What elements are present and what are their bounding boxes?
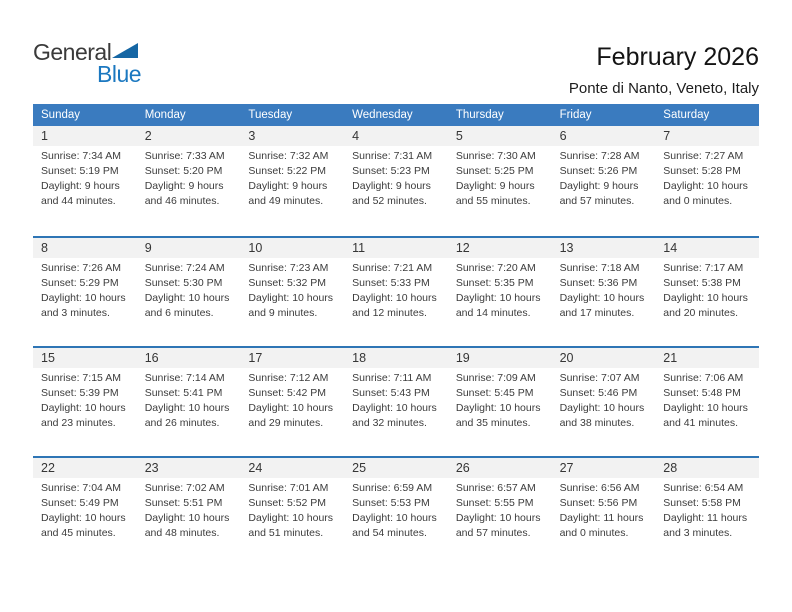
day-details xyxy=(344,258,448,321)
calendar-grid xyxy=(33,126,759,566)
daylight-text-line1: Daylight: 10 hours xyxy=(455,402,541,414)
daylight-text-line1: Daylight: 10 hours xyxy=(41,292,126,304)
day-cell-7 xyxy=(655,126,759,236)
sunrise-text: Sunrise: 7:04 AM xyxy=(41,482,121,494)
sunset-text: Sunset: 5:26 PM xyxy=(559,165,638,177)
day-details xyxy=(448,258,552,321)
day-cell-4 xyxy=(344,126,448,236)
day-number: 1 xyxy=(33,126,137,146)
day-header-tuesday: Tuesday xyxy=(248,109,293,121)
daylight-text-line2: and 6 minutes. xyxy=(144,307,214,319)
day-cell-18 xyxy=(344,348,448,456)
daylight-text-line1: Daylight: 10 hours xyxy=(144,512,230,524)
sunrise-text: Sunrise: 7:01 AM xyxy=(248,482,329,494)
sunrise-text: Sunrise: 6:57 AM xyxy=(455,482,536,494)
daylight-text-line2: and 17 minutes. xyxy=(559,307,635,319)
calendar xyxy=(33,104,759,566)
daylight-text-line1: Daylight: 10 hours xyxy=(352,402,437,414)
daylight-text-line2: and 54 minutes. xyxy=(352,527,427,539)
day-number: 2 xyxy=(137,126,241,146)
daylight-text-line2: and 26 minutes. xyxy=(144,417,220,429)
day-number: 18 xyxy=(344,348,448,368)
logo-text-general: General xyxy=(33,39,112,65)
sunrise-text: Sunrise: 7:23 AM xyxy=(248,262,329,274)
sunset-text: Sunset: 5:20 PM xyxy=(144,165,223,177)
daylight-text-line2: and 46 minutes. xyxy=(144,195,220,207)
daylight-text-line2: and 38 minutes. xyxy=(559,417,635,429)
daylight-text-line1: Daylight: 10 hours xyxy=(663,180,748,192)
sunset-text: Sunset: 5:30 PM xyxy=(144,277,223,289)
sunset-text: Sunset: 5:58 PM xyxy=(663,497,741,509)
sunrise-text: Sunrise: 7:27 AM xyxy=(663,150,744,162)
sunset-text: Sunset: 5:51 PM xyxy=(144,497,223,509)
sunrise-text: Sunrise: 6:56 AM xyxy=(559,482,640,494)
general-blue-logo xyxy=(33,40,173,88)
day-cell-28 xyxy=(655,458,759,566)
daylight-text-line1: Daylight: 10 hours xyxy=(144,292,230,304)
sunset-text: Sunset: 5:33 PM xyxy=(352,277,430,289)
day-details xyxy=(552,368,656,431)
day-details xyxy=(448,478,552,541)
daylight-text-line1: Daylight: 10 hours xyxy=(248,512,334,524)
day-number: 19 xyxy=(448,348,552,368)
day-cell-14 xyxy=(655,238,759,346)
day-cell-12 xyxy=(448,238,552,346)
sunrise-text: Sunrise: 7:24 AM xyxy=(144,262,225,274)
day-number: 20 xyxy=(552,348,656,368)
daylight-text-line2: and 57 minutes. xyxy=(559,195,635,207)
day-details xyxy=(448,368,552,431)
day-header-sunday: Sunday xyxy=(41,109,81,121)
day-cell-5 xyxy=(448,126,552,236)
daylight-text-line2: and 55 minutes. xyxy=(455,195,531,207)
daylight-text-line1: Daylight: 10 hours xyxy=(559,292,645,304)
day-number: 27 xyxy=(552,458,656,478)
sunset-text: Sunset: 5:46 PM xyxy=(559,387,638,399)
day-cell-25 xyxy=(344,458,448,566)
sunrise-text: Sunrise: 7:33 AM xyxy=(144,150,225,162)
day-number: 23 xyxy=(137,458,241,478)
sunset-text: Sunset: 5:41 PM xyxy=(144,387,223,399)
sunset-text: Sunset: 5:43 PM xyxy=(352,387,430,399)
daylight-text-line2: and 3 minutes. xyxy=(663,527,733,539)
sunrise-text: Sunrise: 7:30 AM xyxy=(455,150,536,162)
daylight-text-line1: Daylight: 9 hours xyxy=(455,180,535,192)
day-header-friday: Friday xyxy=(559,109,592,121)
day-cell-1 xyxy=(33,126,137,236)
daylight-text-line1: Daylight: 9 hours xyxy=(352,180,431,192)
day-details xyxy=(552,258,656,321)
sunrise-text: Sunrise: 6:54 AM xyxy=(663,482,744,494)
sunset-text: Sunset: 5:25 PM xyxy=(455,165,534,177)
logo-text-blue: Blue xyxy=(97,61,142,87)
week-row-2 xyxy=(33,236,759,346)
day-cell-2 xyxy=(137,126,241,236)
day-number: 21 xyxy=(655,348,759,368)
day-details xyxy=(240,478,344,541)
sunset-text: Sunset: 5:56 PM xyxy=(559,497,638,509)
day-number: 24 xyxy=(240,458,344,478)
sunset-text: Sunset: 5:55 PM xyxy=(455,497,534,509)
sunrise-text: Sunrise: 7:06 AM xyxy=(663,372,744,384)
daylight-text-line1: Daylight: 9 hours xyxy=(248,180,328,192)
daylight-text-line2: and 3 minutes. xyxy=(41,307,110,319)
day-cell-20 xyxy=(552,348,656,456)
day-header-row xyxy=(33,104,759,126)
daylight-text-line2: and 45 minutes. xyxy=(41,527,116,539)
day-number: 4 xyxy=(344,126,448,146)
day-number: 16 xyxy=(137,348,241,368)
sunset-text: Sunset: 5:53 PM xyxy=(352,497,430,509)
day-details xyxy=(655,258,759,321)
day-details xyxy=(240,258,344,321)
day-number: 15 xyxy=(33,348,137,368)
daylight-text-line1: Daylight: 10 hours xyxy=(41,512,126,524)
day-number: 17 xyxy=(240,348,344,368)
day-number: 9 xyxy=(137,238,241,258)
day-number: 14 xyxy=(655,238,759,258)
sunrise-text: Sunrise: 7:28 AM xyxy=(559,150,640,162)
daylight-text-line2: and 41 minutes. xyxy=(663,417,738,429)
day-details xyxy=(655,368,759,431)
daylight-text-line2: and 52 minutes. xyxy=(352,195,427,207)
day-cell-6 xyxy=(552,126,656,236)
title-block xyxy=(569,42,759,97)
sunset-text: Sunset: 5:39 PM xyxy=(41,387,119,399)
day-header-wednesday: Wednesday xyxy=(352,109,413,121)
sunset-text: Sunset: 5:35 PM xyxy=(455,277,534,289)
daylight-text-line1: Daylight: 11 hours xyxy=(663,512,748,524)
logo-triangle-icon xyxy=(112,43,138,58)
day-cell-21 xyxy=(655,348,759,456)
sunset-text: Sunset: 5:48 PM xyxy=(663,387,741,399)
sunrise-text: Sunrise: 7:26 AM xyxy=(41,262,121,274)
day-details xyxy=(240,146,344,209)
day-cell-3 xyxy=(240,126,344,236)
day-details xyxy=(448,146,552,209)
sunset-text: Sunset: 5:42 PM xyxy=(248,387,327,399)
sunrise-text: Sunrise: 7:32 AM xyxy=(248,150,329,162)
day-number: 28 xyxy=(655,458,759,478)
sunrise-text: Sunrise: 7:12 AM xyxy=(248,372,329,384)
sunset-text: Sunset: 5:28 PM xyxy=(663,165,741,177)
day-details xyxy=(137,478,241,541)
daylight-text-line2: and 35 minutes. xyxy=(455,417,531,429)
sunset-text: Sunset: 5:49 PM xyxy=(41,497,119,509)
day-number: 22 xyxy=(33,458,137,478)
day-details xyxy=(344,478,448,541)
sunrise-text: Sunrise: 7:02 AM xyxy=(144,482,225,494)
daylight-text-line1: Daylight: 10 hours xyxy=(559,402,645,414)
daylight-text-line2: and 14 minutes. xyxy=(455,307,531,319)
day-cell-9 xyxy=(137,238,241,346)
day-cell-11 xyxy=(344,238,448,346)
daylight-text-line1: Daylight: 10 hours xyxy=(248,292,334,304)
day-header-monday: Monday xyxy=(144,109,186,121)
daylight-text-line1: Daylight: 9 hours xyxy=(144,180,224,192)
day-details xyxy=(33,258,137,321)
daylight-text-line1: Daylight: 10 hours xyxy=(144,402,230,414)
daylight-text-line2: and 20 minutes. xyxy=(663,307,738,319)
day-cell-26 xyxy=(448,458,552,566)
day-header-thursday: Thursday xyxy=(455,109,504,121)
day-details xyxy=(344,368,448,431)
daylight-text-line1: Daylight: 10 hours xyxy=(663,402,748,414)
page-title: February 2026 xyxy=(596,43,759,71)
week-row-3 xyxy=(33,346,759,456)
sunrise-text: Sunrise: 7:07 AM xyxy=(559,372,640,384)
sunset-text: Sunset: 5:52 PM xyxy=(248,497,327,509)
week-row-4 xyxy=(33,456,759,566)
daylight-text-line1: Daylight: 9 hours xyxy=(41,180,120,192)
day-details xyxy=(552,478,656,541)
day-details xyxy=(137,258,241,321)
day-details xyxy=(137,368,241,431)
day-number: 5 xyxy=(448,126,552,146)
day-details xyxy=(33,368,137,431)
daylight-text-line2: and 0 minutes. xyxy=(663,195,733,207)
daylight-text-line1: Daylight: 10 hours xyxy=(663,292,748,304)
sunset-text: Sunset: 5:36 PM xyxy=(559,277,638,289)
sunrise-text: Sunrise: 7:31 AM xyxy=(352,150,433,162)
day-cell-8 xyxy=(33,238,137,346)
day-details xyxy=(240,368,344,431)
day-cell-13 xyxy=(552,238,656,346)
sunrise-text: Sunrise: 7:11 AM xyxy=(352,372,432,384)
sunrise-text: Sunrise: 7:09 AM xyxy=(455,372,536,384)
daylight-text-line2: and 0 minutes. xyxy=(559,527,629,539)
daylight-text-line2: and 32 minutes. xyxy=(352,417,427,429)
page-subtitle: Ponte di Nanto, Veneto, Italy xyxy=(568,80,759,97)
sunrise-text: Sunrise: 6:59 AM xyxy=(352,482,433,494)
day-cell-10 xyxy=(240,238,344,346)
day-cell-19 xyxy=(448,348,552,456)
day-details xyxy=(552,146,656,209)
daylight-text-line2: and 23 minutes. xyxy=(41,417,116,429)
daylight-text-line1: Daylight: 10 hours xyxy=(41,402,126,414)
day-number: 12 xyxy=(448,238,552,258)
sunrise-text: Sunrise: 7:20 AM xyxy=(455,262,536,274)
week-row-1 xyxy=(33,126,759,236)
day-cell-17 xyxy=(240,348,344,456)
sunset-text: Sunset: 5:38 PM xyxy=(663,277,741,289)
day-cell-24 xyxy=(240,458,344,566)
day-number: 10 xyxy=(240,238,344,258)
sunset-text: Sunset: 5:19 PM xyxy=(41,165,119,177)
day-number: 7 xyxy=(655,126,759,146)
sunset-text: Sunset: 5:23 PM xyxy=(352,165,430,177)
day-cell-27 xyxy=(552,458,656,566)
sunrise-text: Sunrise: 7:18 AM xyxy=(559,262,640,274)
daylight-text-line2: and 12 minutes. xyxy=(352,307,427,319)
day-cell-15 xyxy=(33,348,137,456)
daylight-text-line2: and 51 minutes. xyxy=(248,527,324,539)
sunset-text: Sunset: 5:45 PM xyxy=(455,387,534,399)
daylight-text-line2: and 48 minutes. xyxy=(144,527,220,539)
sunrise-text: Sunrise: 7:14 AM xyxy=(144,372,225,384)
day-details xyxy=(655,478,759,541)
daylight-text-line1: Daylight: 10 hours xyxy=(455,512,541,524)
day-number: 6 xyxy=(552,126,656,146)
daylight-text-line1: Daylight: 10 hours xyxy=(352,292,437,304)
daylight-text-line2: and 9 minutes. xyxy=(248,307,318,319)
day-details xyxy=(655,146,759,209)
daylight-text-line2: and 57 minutes. xyxy=(455,527,531,539)
sunset-text: Sunset: 5:32 PM xyxy=(248,277,327,289)
day-number: 13 xyxy=(552,238,656,258)
day-details xyxy=(137,146,241,209)
day-number: 26 xyxy=(448,458,552,478)
daylight-text-line2: and 44 minutes. xyxy=(41,195,116,207)
daylight-text-line1: Daylight: 10 hours xyxy=(248,402,334,414)
day-number: 11 xyxy=(344,238,448,258)
day-cell-16 xyxy=(137,348,241,456)
sunrise-text: Sunrise: 7:15 AM xyxy=(41,372,121,384)
day-number: 3 xyxy=(240,126,344,146)
sunrise-text: Sunrise: 7:34 AM xyxy=(41,150,121,162)
day-header-saturday: Saturday xyxy=(663,109,710,121)
day-number: 8 xyxy=(33,238,137,258)
day-details xyxy=(33,478,137,541)
day-details xyxy=(344,146,448,209)
sunrise-text: Sunrise: 7:17 AM xyxy=(663,262,744,274)
sunset-text: Sunset: 5:29 PM xyxy=(41,277,119,289)
daylight-text-line2: and 49 minutes. xyxy=(248,195,324,207)
sunset-text: Sunset: 5:22 PM xyxy=(248,165,327,177)
day-cell-23 xyxy=(137,458,241,566)
sunrise-text: Sunrise: 7:21 AM xyxy=(352,262,433,274)
day-cell-22 xyxy=(33,458,137,566)
daylight-text-line1: Daylight: 9 hours xyxy=(559,180,639,192)
day-details xyxy=(33,146,137,209)
daylight-text-line2: and 29 minutes. xyxy=(248,417,324,429)
daylight-text-line1: Daylight: 10 hours xyxy=(455,292,541,304)
day-number: 25 xyxy=(344,458,448,478)
daylight-text-line1: Daylight: 11 hours xyxy=(559,512,644,524)
daylight-text-line1: Daylight: 10 hours xyxy=(352,512,437,524)
